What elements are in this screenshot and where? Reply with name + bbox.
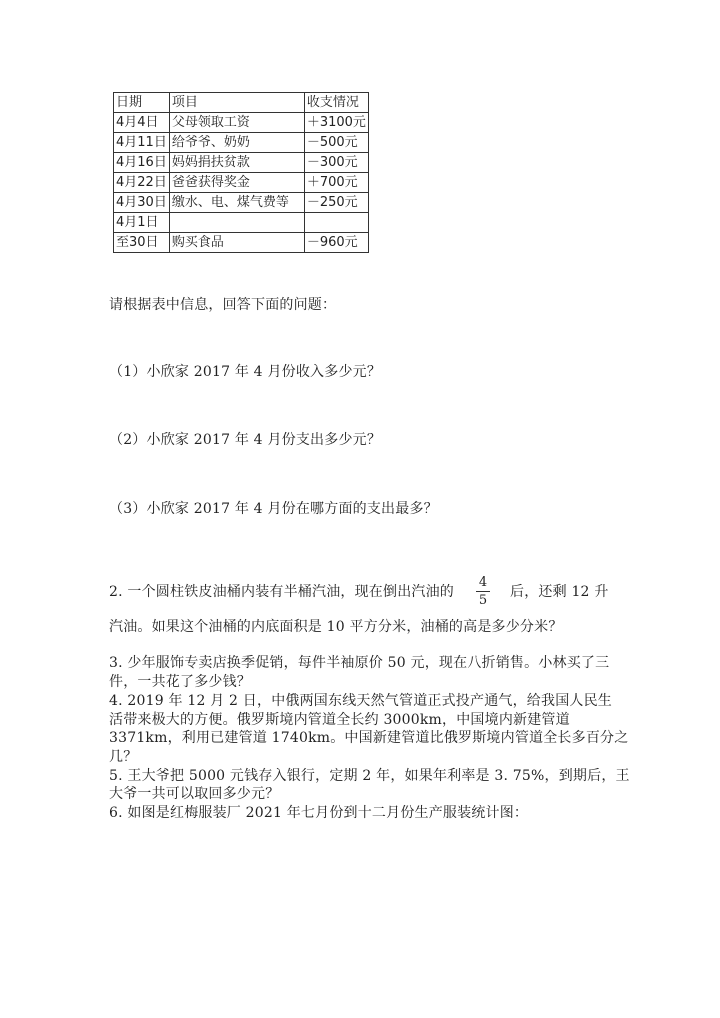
table-cell: 爸爸获得奖金 (169, 173, 304, 193)
question-5-line-2: 大爷一共可以取回多少元？ (109, 786, 280, 802)
sub-question-3: （3）小欣家 2017 年 4 月份在哪方面的支出最多？ (109, 501, 438, 517)
question-3-line-2: 件，一共花了多少钱？ (109, 674, 251, 690)
table-cell: 收支情况 (304, 93, 368, 113)
table-cell: ＋3100元 (304, 113, 368, 133)
question-4-line-3: 3371km，利用已建管道 1740km。中国新建管道比俄罗斯境内管道全长多百分之 (109, 730, 629, 746)
table-cell: 日期 (114, 93, 170, 113)
table-cell: 给爷爷、奶奶 (169, 133, 304, 153)
table-cell: ＋700元 (304, 173, 368, 193)
question-3-line-1: 3. 少年服饰专卖店换季促销，每件半袖原价 50 元，现在八折销售。小林买了三 (109, 655, 610, 671)
table-cell: 4月16日 (114, 153, 170, 173)
table-row (114, 213, 369, 233)
question-2-line-1a: 2. 一个圆柱铁皮油桶内装有半桶汽油，现在倒出汽油的 (109, 584, 455, 600)
question-5-line-1: 5. 王大爷把 5000 元钱存入银行，定期 2 年，如果年利率是 3. 75%，到期后，王 (109, 768, 630, 784)
table-cell: 项目 (169, 93, 304, 113)
table-row (114, 173, 369, 193)
sub-question-1: （1）小欣家 2017 年 4 月份收入多少元？ (109, 364, 382, 380)
question-2-line-2: 汽油。如果这个油桶的内底面积是 10 平方分米，油桶的高是多少分米？ (109, 619, 563, 635)
question-4-line-2: 活带来极大的方便。俄罗斯境内管道全长约 3000km，中国境内新建管道 (109, 712, 570, 728)
table-header-row (114, 93, 369, 113)
table-cell: －500元 (304, 133, 368, 153)
table-row (114, 133, 369, 153)
table-row (114, 113, 369, 133)
table-cell: 4月1日 (114, 213, 170, 233)
table-cell: 4月11日 (114, 133, 170, 153)
fraction-numerator: 4 (478, 575, 488, 590)
table-cell: 4月22日 (114, 173, 170, 193)
table-cell: 至30日 (114, 233, 170, 253)
table-cell: 妈妈捐扶贫款 (169, 153, 304, 173)
table-cell: 购买食品 (169, 233, 304, 253)
table-row (114, 193, 369, 213)
question-4-line-4: 几？ (109, 749, 138, 765)
table-cell (169, 213, 304, 233)
table-cell: 缴水、电、煤气费等 (169, 193, 304, 213)
question-2-line-1b: 后，还剩 12 升 (510, 584, 609, 600)
fraction-four-fifths (476, 575, 490, 608)
table-cell: 父母领取工资 (169, 113, 304, 133)
table-cell: －300元 (304, 153, 368, 173)
fraction-denominator: 5 (478, 593, 488, 608)
sub-question-2: （2）小欣家 2017 年 4 月份支出多少元？ (109, 432, 382, 448)
table-cell: 4月4日 (114, 113, 170, 133)
income-expense-table (113, 92, 369, 253)
table-cell: 4月30日 (114, 193, 170, 213)
table-row (114, 153, 369, 173)
question-4-line-1: 4. 2019 年 12 月 2 日，中俄两国东线天然气管道正式投产通气，给我国人民生 (109, 693, 613, 709)
table-cell: －960元 (304, 233, 368, 253)
table-cell: －250元 (304, 193, 368, 213)
question-6-line-1: 6. 如图是红梅服装厂 2021 年七月份到十二月份生产服装统计图： (109, 805, 529, 821)
question-intro: 请根据表中信息，回答下面的问题： (109, 297, 337, 313)
table-cell (304, 213, 368, 233)
fraction-bar (476, 591, 490, 592)
table-row (114, 233, 369, 253)
